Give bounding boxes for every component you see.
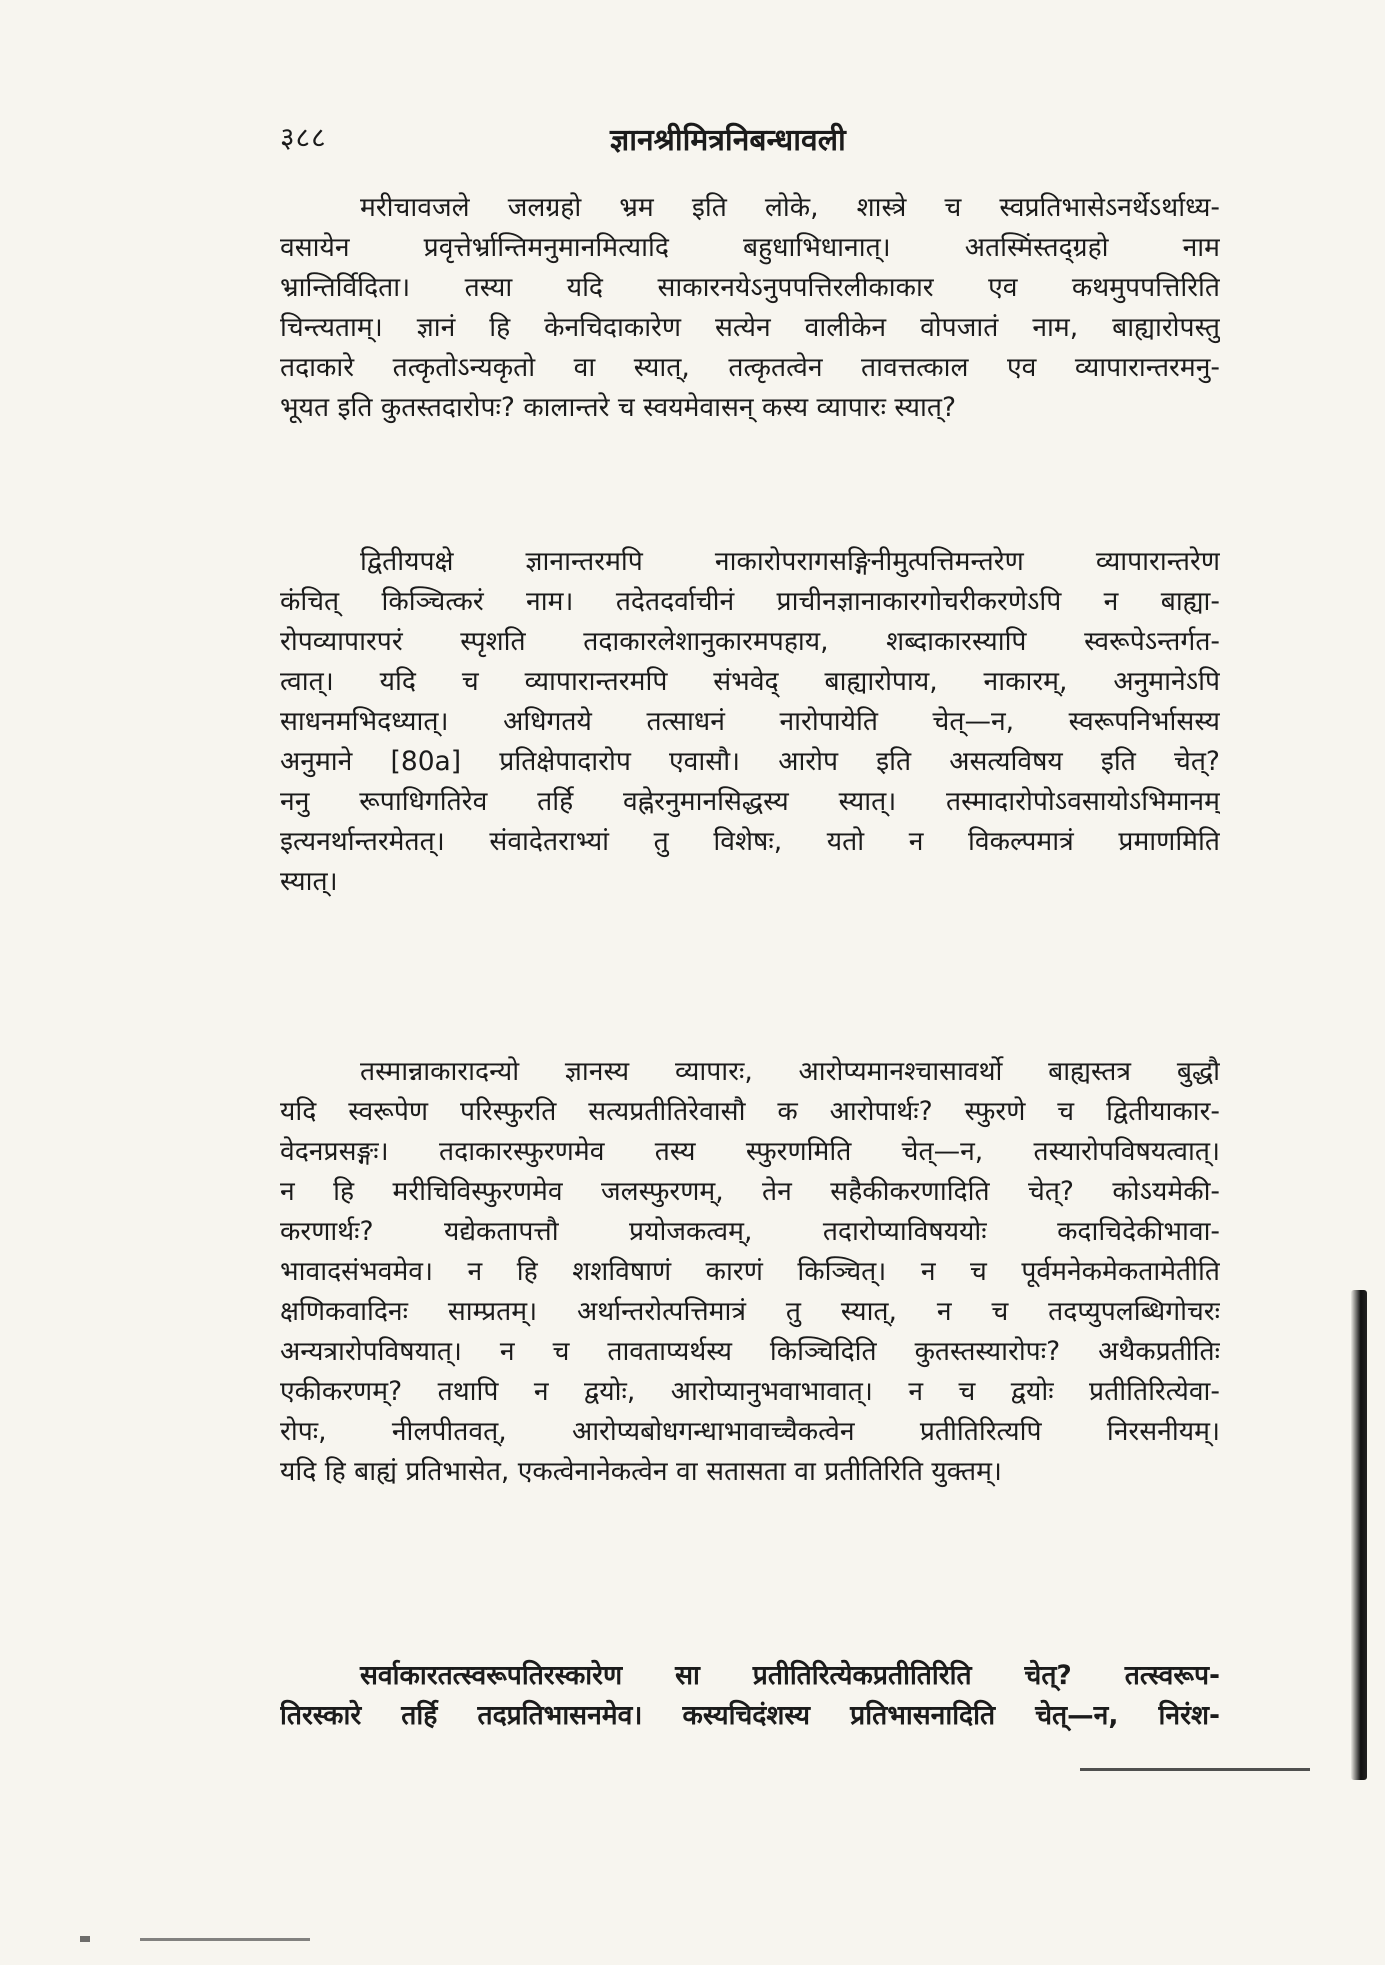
text-line: मरीचावजले जलग्रहो भ्रम इति लोके, शास्त्रे च स्वप्रतिभासेऽनर्थेऽर्थाध्य- [360, 192, 1220, 223]
text-line: वेदनप्रसङ्गः। तदाकारस्फुरणमेव तस्य स्फुरणमिति चेत्—न, तस्यारोपविषयत्वात्। [280, 1136, 1220, 1167]
text-line: अन्यत्रारोपविषयात्। न च तावताप्यर्थस्य किञ्चिदिति कुतस्तस्यारोपः? अथैकप्रतीतिः [280, 1336, 1220, 1367]
text-line: न हि मरीचिविस्फुरणमेव जलस्फुरणम्, तेन सहैकीकरणादिति चेत्? कोऽयमेकी- [280, 1176, 1220, 1207]
paragraph-4 [280, 1656, 1220, 1736]
paragraph-3 [280, 1052, 1220, 1492]
scan-edge-shadow [1351, 1290, 1367, 1780]
text-line: स्यात्। [280, 866, 338, 897]
text-line: त्वात्। यदि च व्यापारान्तरमपि संभवेद् बाह्यारोपाय, नाकारम्, अनुमानेऽपि [280, 666, 1220, 697]
scan-artifact [1080, 1768, 1310, 1771]
paragraph-2 [280, 542, 1220, 902]
text-line: चिन्त्यताम्। ज्ञानं हि केनचिदाकारेण सत्येन वालीकेन वोपजातं नाम, बाह्यारोपस्तु [280, 312, 1220, 343]
text-line: वसायेन प्रवृत्तेर्भ्रान्तिमनुमानमित्यादि बहुधाभिधानात्। अतस्मिंस्तद्ग्रहो नाम [280, 232, 1220, 263]
text-line: यदि स्वरूपेण परिस्फुरति सत्यप्रतीतिरेवासौ क आरोपार्थः? स्फुरणे च द्वितीयाकार- [280, 1096, 1220, 1127]
text-line: भावादसंभवमेव। न हि शशविषाणं कारणं किञ्चित्। न च पूर्वमनेकमेकतामेतीति [280, 1256, 1220, 1287]
text-line: तस्मान्नाकारादन्यो ज्ञानस्य व्यापारः, आरोप्यमानश्चासावर्थो बाह्यस्तत्र बुद्धौ [360, 1056, 1220, 1087]
text-line: अनुमाने [80a] प्रतिक्षेपादारोप एवासौ। आरोप इति असत्यविषय इति चेत्? [280, 746, 1220, 777]
text-line: साधनमभिदध्यात्। अधिगतये तत्साधनं नारोपायेति चेत्—न, स्वरूपनिर्भासस्य [280, 706, 1220, 737]
page-number: ३८८ [280, 121, 327, 154]
text-line: क्षणिकवादिनः साम्प्रतम्। अर्थान्तरोत्पत्तिमात्रं तु स्यात्, न च तदप्युपलब्धिगोचरः [280, 1296, 1220, 1327]
text-line: तिरस्कारे तर्हि तदप्रतिभासनमेव। कस्यचिदंशस्य प्रतिभासनादिति चेत्—न, निरंश- [280, 1700, 1220, 1731]
scan-artifact [140, 1938, 310, 1941]
text-line: रोपव्यापारपरं स्पृशति तदाकारलेशानुकारमपहाय, शब्दाकारस्यापि स्वरूपेऽन्तर्गत- [280, 626, 1220, 657]
text-line: भ्रान्तिर्विदिता। तस्या यदि साकारनयेऽनुपपत्तिरलीकाकार एव कथमुपपत्तिरिति [280, 272, 1220, 303]
text-line: यदि हि बाह्यं प्रतिभासेत, एकत्वेनानेकत्वेन वा सतासता वा प्रतीतिरिति युक्तम्। [280, 1456, 1002, 1487]
text-line: भूयत इति कुतस्तदारोपः? कालान्तरे च स्वयमेवासन् कस्य व्यापारः स्यात्? [280, 392, 957, 423]
text-line: द्वितीयपक्षे ज्ञानान्तरमपि नाकारोपरागसङ्गिनीमुत्पत्तिमन्तरेण व्यापारान्तरेण [360, 546, 1220, 577]
running-title: ज्ञानश्रीमित्रनिबन्धावली [610, 123, 846, 158]
page-header [280, 118, 1220, 158]
text-line: इत्यनर्थान्तरमेतत्। संवादेतराभ्यां तु विशेषः, यतो न विकल्पमात्रं प्रमाणमिति [280, 826, 1220, 857]
text-line: ननु रूपाधिगतिरेव तर्हि वह्नेरनुमानसिद्धस्य स्यात्। तस्मादारोपोऽवसायोऽभिमानम् [280, 786, 1220, 817]
text-line: तदाकारे तत्कृतोऽन्यकृतो वा स्यात्, तत्कृतत्वेन तावत्तत्काल एव व्यापारान्तरमनु- [280, 352, 1220, 383]
scan-artifact [80, 1936, 90, 1942]
paragraph-1 [280, 188, 1220, 428]
text-line: सर्वाकारतत्स्वरूपतिरस्कारेण सा प्रतीतिरित्येकप्रतीतिरिति चेत्? तत्स्वरूप- [360, 1660, 1220, 1691]
text-line: कंचित् किञ्चित्करं नाम। तदेतदर्वाचीनं प्राचीनज्ञानाकारगोचरीकरणेऽपि न बाह्या- [280, 586, 1220, 617]
text-line: एकीकरणम्? तथापि न द्वयोः, आरोप्यानुभवाभावात्। न च द्वयोः प्रतीतिरित्येवा- [280, 1376, 1220, 1407]
text-line: रोपः, नीलपीतवत्, आरोप्यबोधगन्धाभावाच्चैकत्वेन प्रतीतिरित्यपि निरसनीयम्। [280, 1416, 1220, 1447]
text-line: करणार्थः? यद्येकतापत्तौ प्रयोजकत्वम्, तदारोप्याविषययोः कदाचिदेकीभावा- [280, 1216, 1220, 1247]
